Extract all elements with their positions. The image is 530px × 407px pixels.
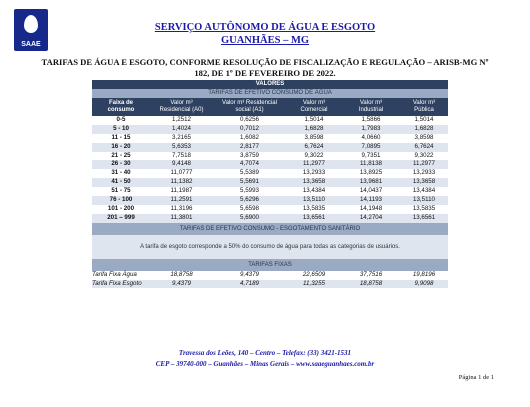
- table-cell: 3,8598: [304, 133, 324, 141]
- footer-cep: CEP – 39740-000 – Guanhães – Minas Gerais – www.saaeguanhaes.com.br: [155, 360, 375, 368]
- table-cell: Tarifa Fixa Água: [92, 270, 137, 278]
- table-cell: 11,3801: [170, 213, 193, 221]
- table-row: [92, 196, 448, 205]
- table-cell: 11,8138: [360, 160, 382, 168]
- table-cell: 1,2512: [172, 116, 191, 123]
- table-cell: 5,5993: [240, 187, 259, 195]
- table-cell: 9,7351: [361, 151, 381, 159]
- valores-header: VALORES: [92, 80, 448, 89]
- table-cell: 6,7624: [304, 142, 324, 150]
- table-cell: 13,4384: [412, 187, 436, 195]
- column-header-line: Valor m³: [412, 100, 436, 106]
- agua-rows: [92, 116, 448, 223]
- table-cell: 11,1382: [170, 178, 193, 186]
- table-cell: 37,7516: [359, 270, 383, 278]
- table-cell: 3,8598: [414, 133, 434, 141]
- table-row: [92, 116, 448, 125]
- table-cell: 14,1948: [359, 204, 383, 212]
- logo-text: SAAE: [21, 41, 41, 48]
- table-cell: 1,6828: [304, 124, 324, 132]
- table-cell: Tarifa Fixa Esgoto: [92, 279, 142, 287]
- table-cell: 5,6296: [240, 196, 259, 204]
- table-cell: 22,6509: [302, 270, 326, 278]
- table-cell: 5,5691: [240, 178, 259, 186]
- table-cell: 11,2977: [303, 160, 325, 168]
- table-cell: 31 - 40: [111, 169, 131, 177]
- table-cell: 11,3255: [303, 279, 325, 287]
- table-cell: 101 - 200: [107, 204, 135, 212]
- esgoto-section-title: TARIFAS DE EFETIVO CONSUMO - ESGOTAMENTO SANITÁRIO: [92, 223, 448, 235]
- table-cell: 4,7074: [240, 160, 259, 168]
- column-header: [150, 100, 213, 114]
- page-number: Página 1 de 1: [458, 374, 494, 381]
- table-cell: 9,4148: [172, 160, 191, 168]
- table-cell: 13,2933: [302, 169, 326, 177]
- document-subtitle: [20, 57, 510, 79]
- table-row: [92, 143, 448, 152]
- table-cell: 13,3658: [412, 178, 436, 186]
- table-cell: 18,8758: [359, 279, 383, 287]
- table-cell: 21 - 25: [111, 151, 131, 159]
- table-row: [92, 178, 448, 187]
- table-cell: 3,2165: [172, 133, 191, 141]
- table-row: [92, 160, 448, 169]
- table-cell: 4,0660: [361, 133, 381, 141]
- table-cell: 5,5389: [240, 169, 259, 177]
- table-cell: 13,5835: [412, 204, 436, 212]
- table-cell: 0,6256: [240, 116, 259, 123]
- table-cell: 11,0777: [170, 169, 193, 177]
- table-cell: 5,6598: [240, 204, 259, 212]
- table-cell: 9,4379: [240, 270, 259, 278]
- table-cell: 26 - 30: [111, 160, 131, 168]
- table-cell: 16 - 20: [111, 142, 131, 150]
- column-header-line: Faixa de: [108, 100, 133, 106]
- fixas-rows: [92, 271, 448, 289]
- table-cell: 6,7624: [414, 142, 434, 150]
- table-cell: 1,5014: [414, 116, 434, 123]
- table-cell: 0,7012: [240, 124, 259, 132]
- table-cell: 13,4384: [302, 187, 326, 195]
- table-row: [92, 152, 448, 161]
- table-cell: 13,8925: [359, 169, 383, 177]
- column-header: [213, 100, 286, 114]
- table-row: [92, 134, 448, 143]
- column-header: [92, 100, 150, 114]
- subtitle-line-2: 182, DE 1º DE FEVEREIRO DE 2022.: [194, 68, 336, 78]
- table-cell: 14,1193: [360, 196, 382, 204]
- table-cell: 9,9098: [414, 279, 434, 287]
- table-cell: 14,0437: [359, 187, 383, 195]
- column-header: [286, 100, 342, 114]
- column-header-line: Valor m³: [302, 100, 326, 106]
- table-cell: 1,5866: [361, 116, 381, 123]
- table-cell: 13,3658: [302, 178, 326, 186]
- column-headers: [92, 98, 448, 116]
- table-cell: 13,2933: [412, 169, 436, 177]
- table-cell: 9,4379: [172, 279, 191, 287]
- column-header: [400, 100, 448, 114]
- table-row: [92, 125, 448, 134]
- table-cell: 13,5835: [302, 204, 326, 212]
- table-cell: 11,2591: [170, 196, 193, 204]
- column-header-line: consumo: [107, 107, 135, 113]
- table-cell: 9,3022: [304, 151, 324, 159]
- table-row: [92, 271, 448, 280]
- table-cell: 1,7983: [361, 124, 381, 132]
- table-cell: 11,2977: [413, 160, 435, 168]
- table-row: [92, 205, 448, 214]
- fixas-section-title: TARIFAS FIXAS: [92, 259, 448, 271]
- table-cell: 13,5110: [413, 196, 435, 204]
- table-cell: 11,3196: [170, 204, 193, 212]
- table-cell: 76 - 100: [109, 196, 133, 204]
- column-header-line: Valor m³ Residencial: [222, 100, 277, 106]
- table-cell: 18,8758: [170, 270, 193, 278]
- table-cell: 5,6900: [240, 213, 259, 221]
- tariff-table: [92, 80, 448, 288]
- table-cell: 9,3022: [414, 151, 434, 159]
- table-cell: 19,8196: [412, 270, 436, 278]
- table-cell: 14,2704: [359, 213, 383, 221]
- table-cell: 13,9681: [359, 178, 383, 186]
- table-cell: 7,7518: [172, 151, 191, 159]
- column-header-line: Valor m³: [359, 100, 383, 106]
- column-header-line: Valor m³: [170, 100, 193, 106]
- column-header-line: Residencial (A0): [159, 107, 204, 113]
- table-cell: 5 - 10: [113, 124, 129, 132]
- table-cell: 1,6082: [240, 133, 259, 141]
- table-cell: 13,6561: [302, 213, 326, 221]
- subtitle-line-1: TARIFAS DE ÁGUA E ESGOTO, CONFORME RESOLUÇÃO DE FISCALIZAÇÃO E REGULAÇÃO – ARISB-MG Nº: [41, 57, 489, 67]
- table-cell: 51 - 75: [111, 187, 131, 195]
- table-cell: 1,4024: [172, 124, 191, 132]
- table-row: [92, 214, 448, 223]
- table-cell: 13,5110: [303, 196, 325, 204]
- table-row: [92, 280, 448, 289]
- table-cell: 4,7189: [240, 279, 259, 287]
- column-header-line: social (A1): [235, 107, 264, 113]
- org-name: SERVIÇO AUTÔNOMO DE ÁGUA E ESGOTO: [154, 22, 376, 33]
- table-row: [92, 187, 448, 196]
- org-city: GUANHÃES – MG: [220, 35, 310, 46]
- table-cell: 7,0895: [361, 142, 381, 150]
- table-cell: 5,6353: [172, 142, 191, 150]
- table-cell: 201 – 999: [107, 213, 135, 221]
- column-header-line: Comercial: [300, 107, 328, 113]
- table-row: [92, 169, 448, 178]
- table-cell: 1,5014: [304, 116, 324, 123]
- esgoto-note: A tarifa de esgoto corresponde a 50% do consumo de água para todas as categorias de usuários.: [92, 235, 448, 259]
- table-cell: 13,6561: [412, 213, 436, 221]
- table-cell: 11,1987: [170, 187, 193, 195]
- footer-address: Travessa dos Leões, 140 – Centro – Telefax: (33) 3421-1531: [178, 349, 352, 357]
- column-header-line: Industrial: [358, 107, 384, 113]
- table-cell: 2,8177: [240, 142, 259, 150]
- column-header-line: Pública: [414, 107, 434, 113]
- column-header: [342, 100, 400, 114]
- table-cell: 1,6828: [414, 124, 434, 132]
- table-cell: 0-5: [116, 116, 126, 123]
- table-cell: 3,8759: [240, 151, 259, 159]
- table-cell: 41 - 50: [111, 178, 131, 186]
- table-cell: 11 - 15: [111, 133, 131, 141]
- agua-section-title: TARIFAS DE EFETIVO CONSUMO DE ÁGUA: [92, 89, 448, 98]
